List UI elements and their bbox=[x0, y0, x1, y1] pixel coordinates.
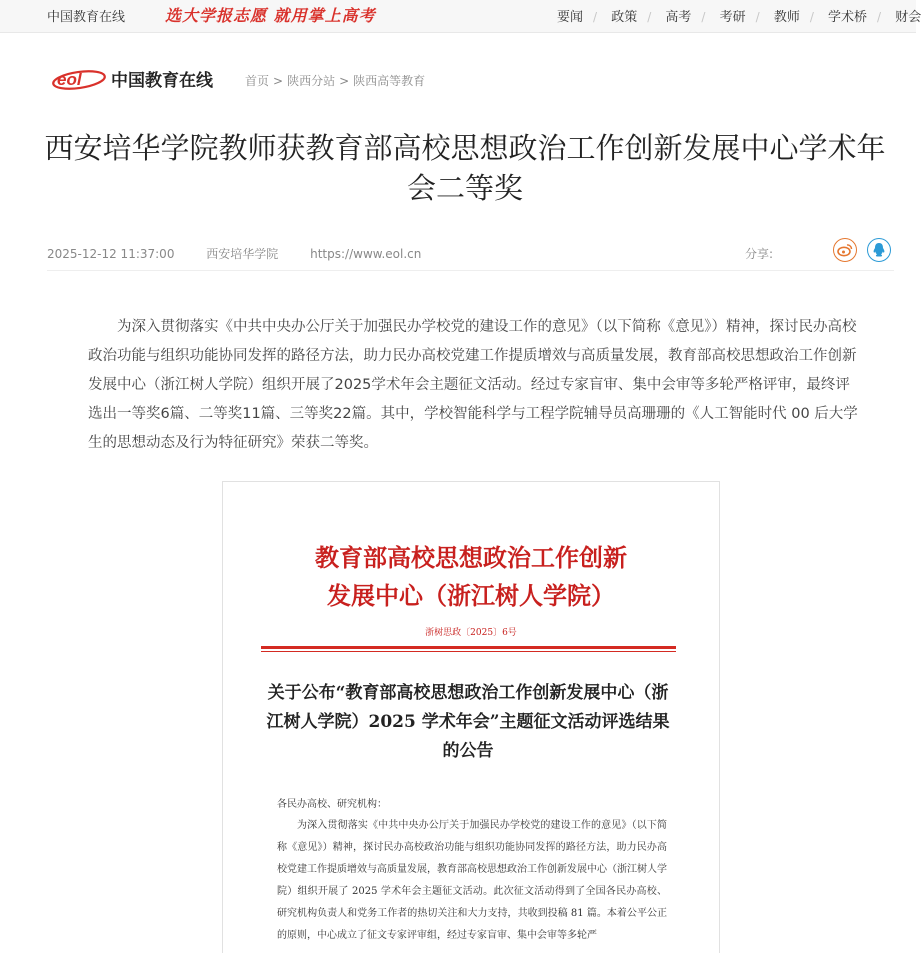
nav-item-gaokao[interactable]: 高考 bbox=[665, 10, 692, 25]
nav-item-teacher[interactable]: 教师 bbox=[773, 10, 800, 25]
article-title: 西安培华学院教师获教育部高校思想政治工作创新发展中心学术年会二等奖 bbox=[44, 131, 886, 205]
slogan-banner[interactable]: 选大学报志愿 就用掌上高考 bbox=[165, 6, 376, 25]
document-org-line-1: 教育部高校思想政治工作创新 bbox=[315, 543, 627, 572]
document-red-rule-thin bbox=[261, 651, 676, 652]
publish-date: 2025-12-12 11:37:00 bbox=[47, 247, 175, 261]
breadcrumb: 首页 > 陕西分站 > 陕西高等教育 bbox=[245, 74, 426, 88]
document-red-rule bbox=[261, 646, 676, 649]
breadcrumb-higher-ed[interactable]: 陕西高等教育 bbox=[353, 74, 426, 88]
document-title: 关于公布“教育部高校思想政治工作创新发展中心（浙江树人学院）2025 学术年会”主题征文活动评选结果的公告 bbox=[266, 683, 670, 761]
top-bar bbox=[0, 0, 921, 33]
qq-icon[interactable] bbox=[867, 238, 891, 262]
document-org-line-2: 发展中心（浙江树人学院） bbox=[327, 581, 615, 610]
svg-text:eol: eol bbox=[57, 70, 82, 89]
article-meta bbox=[47, 245, 449, 262]
brand-name[interactable]: 中国教育在线 bbox=[111, 71, 213, 91]
source-url[interactable]: https://www.eol.cn bbox=[310, 247, 422, 261]
nav-item-finance[interactable]: 财会 bbox=[895, 10, 921, 25]
top-site-link[interactable]: 中国教育在线 bbox=[47, 10, 126, 25]
document-body: 为深入贯彻落实《中共中央办公厅关于加强民办学校党的建设工作的意见》（以下简称《意见》）精神，探讨民办高校政治功能与组织功能协同发挥的路径方法，助力民办高校党建工作提质增效与高质量发展，教育部高校思想政治工作创新发展中心（浙江树人学院）组织开展了 2025 学术年会主题征文活动。此次征文活动得到了全国各民办高校、研究机构负责人和党务工作者的热切关注和大力支持，共收到投稿 81 篇。本着公平公正的原则，中心成立了征文专家评审组，经过专家盲审、集中会审等多轮严 bbox=[277, 820, 667, 941]
weibo-icon[interactable] bbox=[833, 238, 857, 262]
article-paragraph: 为深入贯彻落实《中共中央办公厅关于加强民办学校党的建设工作的意见》（以下简称《意见》）精神，探讨民办高校政治功能与组织功能协同发挥的路径方法，助力民办高校党建工作提质增效与高质量发展，教育部高校思想政治工作创新发展中心（浙江树人学院）组织开展了2025学术年会主题征文活动。经过专家盲审、集中会审等多轮严格评审，最终评选出一等奖6篇、二等奖11篇、三等奖22篇。其中，学校智能科学与工程学院辅导员高珊珊的《人工智能时代 00 后大学生的思想动态及行为特征研究》荣获二等奖。 bbox=[88, 319, 858, 451]
divider bbox=[47, 270, 894, 271]
nav-item-academic-bridge[interactable]: 学术桥 bbox=[828, 10, 868, 25]
nav-item-policy[interactable]: 政策 bbox=[611, 10, 638, 25]
announcement-document-image bbox=[222, 481, 720, 953]
breadcrumb-home[interactable]: 首页 bbox=[245, 74, 270, 88]
document-number: 浙树思政〔2025〕6号 bbox=[425, 628, 517, 638]
eol-logo[interactable] bbox=[51, 64, 107, 92]
article-source: 西安培华学院 bbox=[206, 247, 279, 261]
breadcrumb-shaanxi[interactable]: 陕西分站 bbox=[287, 74, 336, 88]
nav-item-kaoyan[interactable]: 考研 bbox=[719, 10, 746, 25]
top-nav: 要闻 / 政策 / 高考 / 考研 / 教师 / 学术桥 / 财会 bbox=[557, 10, 921, 25]
share-label: 分享: bbox=[745, 247, 774, 261]
document-org-header bbox=[223, 539, 719, 615]
nav-item-news[interactable]: 要闻 bbox=[557, 10, 584, 25]
document-salutation: 各民办高校、研究机构： bbox=[277, 799, 387, 810]
